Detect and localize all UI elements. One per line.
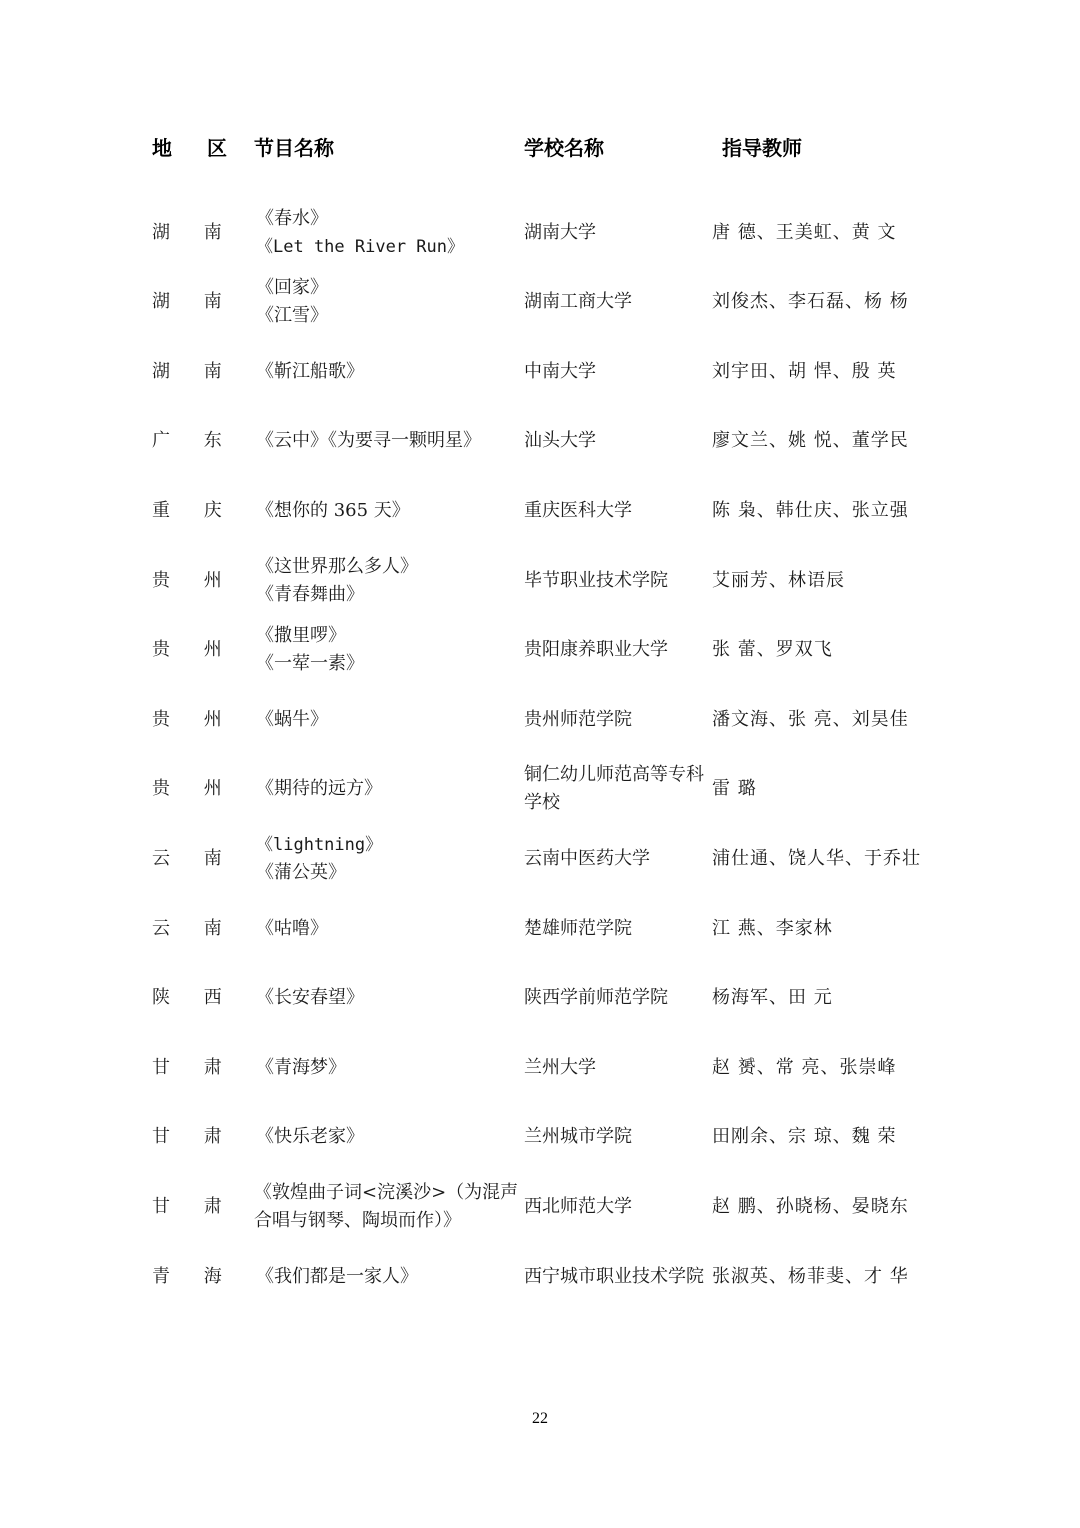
table-header <box>0 128 1080 162</box>
cell-teacher: 刘宇田、胡 悍、殷 英 <box>712 361 897 382</box>
cell-program <box>256 1102 522 1172</box>
cell-program <box>256 824 522 894</box>
program-title: 《想你的 365 天》 <box>256 500 410 521</box>
cell-school: 重庆医科大学 <box>524 500 632 521</box>
table-row <box>0 406 1080 476</box>
cell-teacher: 张 蕾、罗双飞 <box>712 639 833 660</box>
program-title: 《春水》 <box>256 208 328 229</box>
table-row <box>0 1242 1080 1312</box>
cell-program <box>254 1172 520 1242</box>
header-program: 节目名称 <box>254 136 334 160</box>
cell-teacher: 雷 璐 <box>712 778 757 799</box>
table-row <box>0 1172 1080 1242</box>
cell-teacher: 田刚余、宗 琼、魏 荣 <box>712 1126 897 1147</box>
cell-region: 贵 州 <box>152 639 236 660</box>
cell-region: 贵 州 <box>152 570 236 591</box>
cell-school: 兰州城市学院 <box>524 1126 632 1147</box>
table-row <box>0 198 1080 268</box>
cell-region: 贵 州 <box>152 709 236 730</box>
program-title: 《长安春望》 <box>256 987 364 1008</box>
cell-program <box>256 1242 522 1312</box>
cell-program <box>256 406 522 476</box>
cell-teacher: 艾丽芳、林语辰 <box>712 570 845 591</box>
cell-school: 铜仁幼儿师范高等专科学校 <box>524 764 704 813</box>
cell-teacher: 张淑英、杨菲斐、才 华 <box>712 1266 909 1287</box>
table-row <box>0 824 1080 894</box>
cell-region: 湖 南 <box>152 291 236 312</box>
cell-program <box>256 963 522 1033</box>
table-row <box>0 267 1080 337</box>
table-row <box>0 1102 1080 1172</box>
program-title: 《撒里啰》 <box>256 625 346 646</box>
cell-teacher: 唐 德、王美虹、黄 文 <box>712 222 897 243</box>
cell-region: 重 庆 <box>152 500 236 521</box>
page-number: 22 <box>532 1410 548 1427</box>
cell-region: 甘 肃 <box>152 1057 236 1078</box>
table-row <box>0 894 1080 964</box>
header-teacher: 指导教师 <box>722 136 802 160</box>
program-title: 《期待的远方》 <box>256 778 382 799</box>
table-row <box>0 337 1080 407</box>
cell-school: 兰州大学 <box>524 1057 596 1078</box>
table-row <box>0 1033 1080 1103</box>
program-title: 《靳江船歌》 <box>256 361 364 382</box>
program-title: 《我们都是一家人》 <box>256 1266 418 1287</box>
table-row <box>0 685 1080 755</box>
cell-region: 甘 肃 <box>152 1126 236 1147</box>
cell-region: 云 南 <box>152 848 236 869</box>
table-row <box>0 754 1080 824</box>
cell-region: 云 南 <box>152 918 236 939</box>
cell-school: 毕节职业技术学院 <box>524 570 668 591</box>
cell-teacher: 廖文兰、姚 悦、董学民 <box>712 430 909 451</box>
cell-teacher: 刘俊杰、李石磊、杨 杨 <box>712 291 909 312</box>
cell-region: 青 海 <box>152 1266 236 1287</box>
table-row <box>0 963 1080 1033</box>
cell-school: 贵州师范学院 <box>524 709 632 730</box>
cell-program <box>256 198 522 268</box>
cell-teacher: 赵 鹏、孙晓杨、晏晓东 <box>712 1196 909 1217</box>
cell-program <box>256 476 522 546</box>
cell-region: 甘 肃 <box>152 1196 236 1217</box>
cell-program <box>256 894 522 964</box>
cell-school: 湖南大学 <box>524 222 596 243</box>
cell-school: 汕头大学 <box>524 430 596 451</box>
cell-teacher: 潘文海、张 亮、刘昊佳 <box>712 709 909 730</box>
cell-program <box>256 685 522 755</box>
program-title: 《青春舞曲》 <box>256 584 364 605</box>
cell-region: 湖 南 <box>152 361 236 382</box>
cell-school: 西北师范大学 <box>524 1196 632 1217</box>
cell-teacher: 赵 赟、常 亮、张崇峰 <box>712 1057 897 1078</box>
program-title: 《这世界那么多人》 <box>256 556 418 577</box>
cell-teacher: 江 燕、李家林 <box>712 918 833 939</box>
cell-program <box>256 546 522 616</box>
cell-region: 广 东 <box>152 430 236 451</box>
program-title: 《云中》《为要寻一颗明星》 <box>256 430 481 451</box>
cell-school: 湖南工商大学 <box>524 291 632 312</box>
program-title: 《一荤一素》 <box>256 653 364 674</box>
cell-school: 云南中医药大学 <box>524 848 650 869</box>
program-title: 《青海梦》 <box>256 1057 346 1078</box>
cell-school: 中南大学 <box>524 361 596 382</box>
table-row <box>0 546 1080 616</box>
cell-program <box>256 754 522 824</box>
cell-school: 贵阳康养职业大学 <box>524 639 668 660</box>
header-school: 学校名称 <box>524 136 604 160</box>
cell-program <box>256 1033 522 1103</box>
table-row <box>0 476 1080 546</box>
table-row <box>0 615 1080 685</box>
cell-school: 陕西学前师范学院 <box>524 987 668 1008</box>
cell-region: 陕 西 <box>152 987 236 1008</box>
cell-teacher: 杨海军、田 元 <box>712 987 833 1008</box>
program-title: 《咕噜》 <box>256 918 328 939</box>
cell-teacher: 陈 枭、韩仕庆、张立强 <box>712 500 909 521</box>
cell-school: 西宁城市职业技术学院 <box>524 1266 704 1287</box>
program-title: 《回家》 <box>256 277 328 298</box>
program-title: 《敦煌曲子词<浣溪沙>（为混声合唱与钢琴、陶埙而作）》 <box>254 1182 519 1231</box>
cell-program <box>256 337 522 407</box>
program-title: 《江雪》 <box>256 305 328 326</box>
header-region: 地 区 <box>152 136 241 160</box>
cell-region: 贵 州 <box>152 778 236 799</box>
cell-school: 楚雄师范学院 <box>524 918 632 939</box>
program-title: 《蒲公英》 <box>256 862 346 883</box>
cell-teacher: 浦仕通、饶人华、于乔壮 <box>712 848 921 869</box>
program-title: 《快乐老家》 <box>256 1126 364 1147</box>
program-title: 《Let the River Run》 <box>256 237 464 257</box>
cell-region: 湖 南 <box>152 222 236 243</box>
program-title: 《蜗牛》 <box>256 709 328 730</box>
cell-program <box>256 615 522 685</box>
cell-program <box>256 267 522 337</box>
program-title: 《lightning》 <box>256 835 383 855</box>
